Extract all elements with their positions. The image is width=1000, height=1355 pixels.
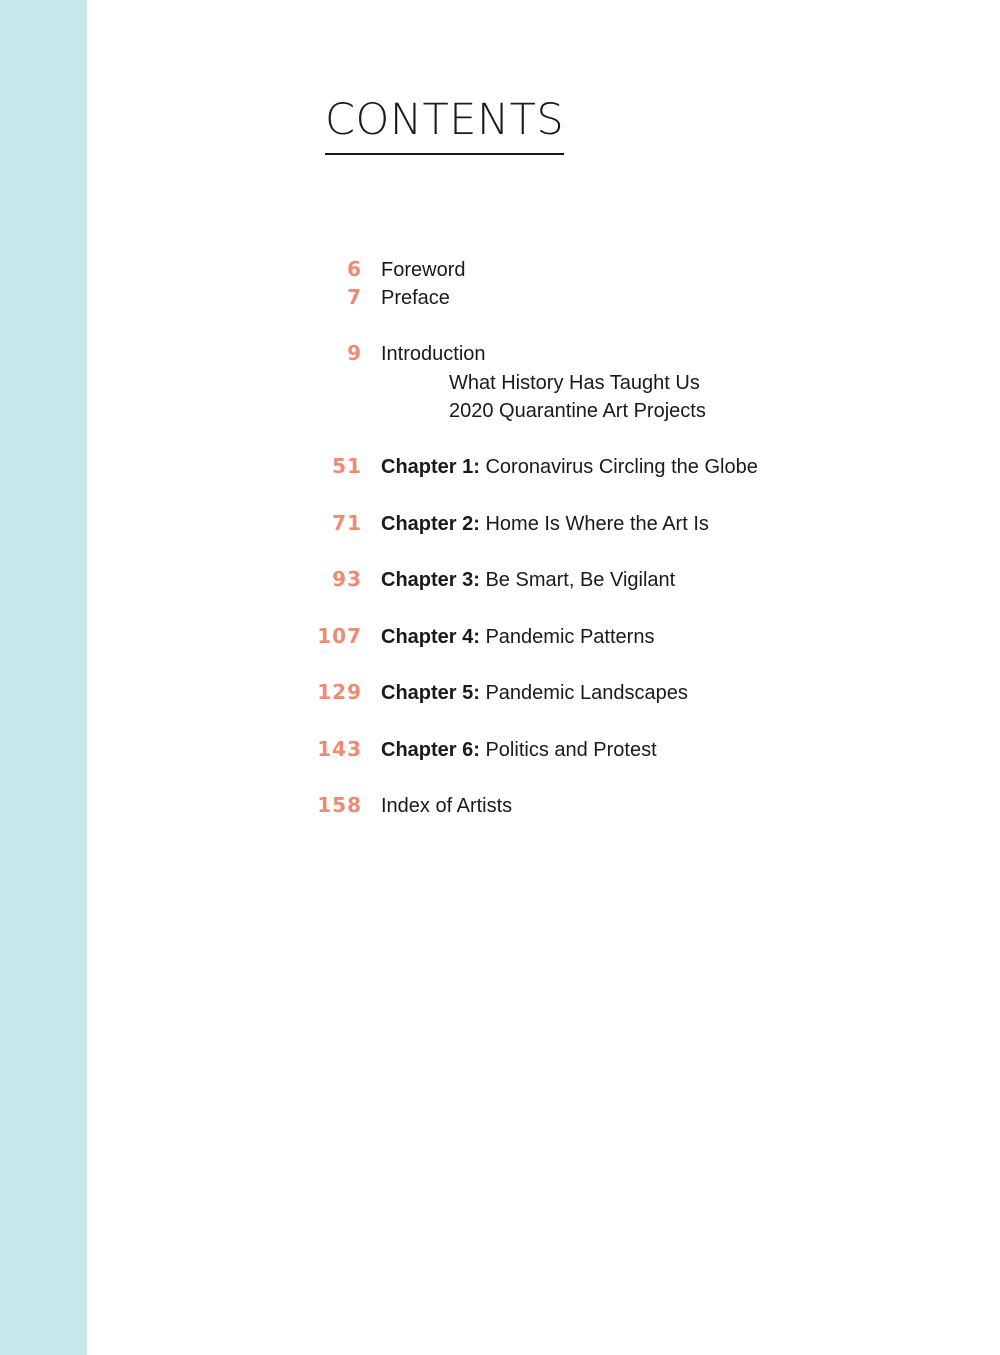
page-number: 6: [347, 257, 362, 281]
chapter-prefix: Chapter 1:: [381, 456, 480, 478]
chapter-title: Home Is Where the Art Is: [485, 513, 709, 535]
chapter-title: Coronavirus Circling the Globe: [485, 456, 758, 478]
toc-entry-chapter-1[interactable]: [0, 453, 1000, 483]
page-number: 9: [347, 341, 362, 365]
side-color-band: [0, 0, 87, 1355]
entry-label: Introduction: [381, 343, 486, 365]
page-number: 51: [332, 454, 362, 478]
chapter-prefix: Chapter 2:: [381, 513, 480, 535]
toc-entry-introduction[interactable]: [0, 340, 1000, 370]
chapter-title: Be Smart, Be Vigilant: [485, 569, 676, 591]
page-number: 71: [332, 511, 362, 535]
page-number: 7: [347, 285, 362, 309]
toc-entry-chapter-5[interactable]: [0, 679, 1000, 709]
toc-entry-chapter-2[interactable]: [0, 510, 1000, 540]
entry-label: Index of Artists: [381, 795, 513, 817]
page-number: 93: [332, 567, 362, 591]
title-underline: [325, 153, 564, 155]
page-number: 107: [317, 624, 362, 648]
toc-entry-foreword[interactable]: [0, 256, 1000, 286]
entry-label: Preface: [381, 287, 450, 309]
page-number: 129: [317, 680, 362, 704]
toc-subentry[interactable]: What History Has Taught Us: [449, 372, 700, 394]
page-title: CONTENTS: [325, 95, 565, 145]
chapter-title: Pandemic Patterns: [485, 626, 655, 648]
chapter-prefix: Chapter 4:: [381, 626, 480, 648]
toc-entry-chapter-4[interactable]: [0, 623, 1000, 653]
chapter-prefix: Chapter 6:: [381, 739, 480, 761]
toc-subentry[interactable]: 2020 Quarantine Art Projects: [449, 400, 706, 422]
chapter-title: Pandemic Landscapes: [485, 682, 688, 704]
chapter-prefix: Chapter 5:: [381, 682, 480, 704]
chapter-prefix: Chapter 3:: [381, 569, 480, 591]
toc-entry-chapter-6[interactable]: [0, 736, 1000, 766]
toc-entry-index[interactable]: [0, 792, 1000, 822]
toc-entry-preface[interactable]: [0, 284, 1000, 314]
entry-label: Foreword: [381, 259, 466, 281]
page-number: 143: [317, 737, 362, 761]
chapter-title: Politics and Protest: [485, 739, 657, 761]
page-number: 158: [317, 793, 362, 817]
toc-entry-chapter-3[interactable]: [0, 566, 1000, 596]
